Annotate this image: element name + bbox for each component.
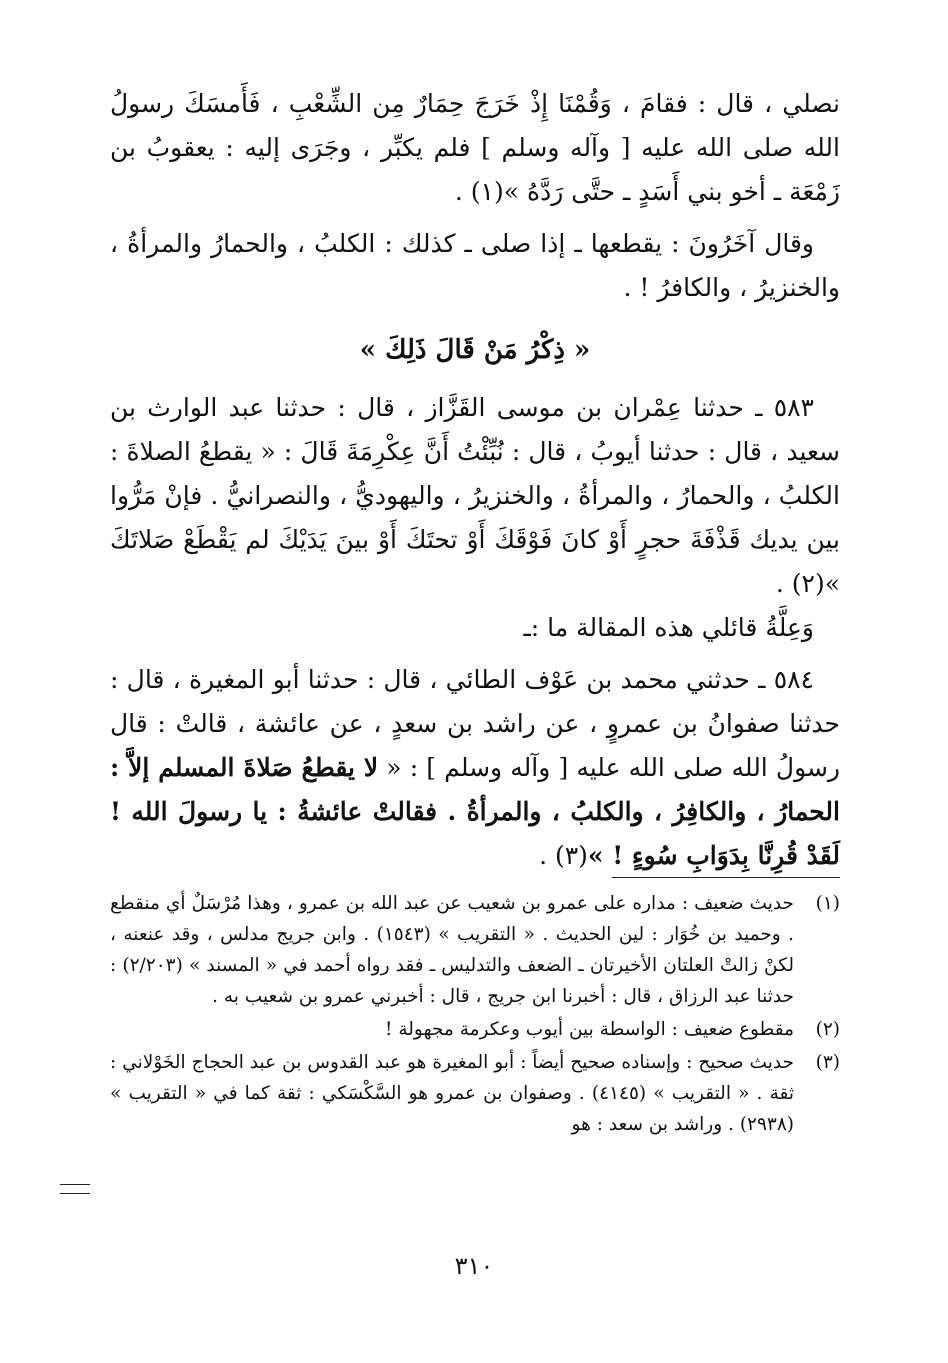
hadith-584-text: لا يقطعُ صَلاةَ المسلم إلاَّ : الحمارُ ، والكافِرُ ، والكلبُ ، والمرأةُ . فقالتْ عائشةُ : يا رسولَ الله ! لَقَدْ قُرِنَّا بِدَوَابِ سُوءٍ ! »: [110, 753, 840, 870]
footnote-text: حديث صحيح : وإسناده صحيح أيضاً : أبو المغيرة هو عبد القدوس بن عبد الحجاج الخَوْلاني : ثقة . « التقريب » (٤١٤٥) . وصفوان بن عمرو هو السَّكْسَكي : ثقة كما في « التقريب » (٢٩٣٨) . وراشد بن سعد : هو: [110, 1052, 794, 1135]
page-number: ٣١٠: [454, 1252, 494, 1280]
spacer: [110, 214, 840, 222]
spacer: [110, 650, 840, 658]
paragraph-4: وَعِلَّةُ قائلي هذه المقالة ما :ـ: [523, 613, 814, 642]
footnote-number: (٢): [815, 1019, 840, 1040]
hadith-584-chain: ٥٨٤ ـ حدثني محمد بن عَوْف الطائي ، قال : حدثنا أبو المغيرة ، قال : حدثنا صفوانُ بن عمروٍ ، عن راشد بن سعدٍ ، عن عائشة ، قالتْ : قال رسولُ الله صلى الله عليه [ وآله وسلم ] : «: [110, 665, 841, 782]
hadith-584-footnote-ref: (٣) .: [539, 841, 588, 870]
footnote-1: [110, 888, 840, 1012]
footnote-3: [110, 1047, 840, 1140]
section-heading: « ذِكْرُ مَنْ قَالَ ذَلِكَ »: [359, 335, 591, 365]
footnote-2: [110, 1014, 840, 1045]
footnote-separator: [612, 877, 840, 878]
continuation-mark: [60, 1184, 90, 1194]
paragraph-2: وقال آخَرُونَ : يقطعها ـ إذا صلى ـ كذلك : الكلبُ ، والحمارُ والمرأةُ ، والخنزيرُ ، والكافرُ ! .: [110, 229, 840, 302]
footnote-text: حديث ضعيف : مداره على عمرو بن شعيب عن عبد الله بن عمرو ، وهذا مُرْسَلٌ أي منقطع . وحميد بن خُوَار : لين الحديث . « التقريب » (١٥٤٣) . وابن جريج مدلس ، وقد عنعنه ، لكنْ زالتْ العلتان الأخيرتان ـ الضعف والتدليس ـ فقد رواه أحمد في « المسند » (٢/٢٠٣) : حدثنا عبد الرزاق ، قال : أخبرنا ابن جريج ، قال : أخبرني عمرو بن شعيب به .: [110, 893, 794, 1007]
footnote-number: (٣): [815, 1052, 840, 1073]
footnotes: [110, 888, 840, 1142]
footnote-number: (١): [815, 893, 840, 914]
footnote-text: مقطوع ضعيف : الواسطة بين أيوب وعكرمة مجهولة !: [385, 1019, 794, 1040]
hadith-584: [110, 658, 840, 878]
main-text: [110, 82, 840, 878]
paragraph-1: نصلي ، قال : فقامَ ، وَقُمْنَا إِذْ خَرَجَ حِمَارٌ مِن الشِّعْبِ ، فَأَمسَكَ رسولُ الله صلى الله عليه [ وآله وسلم ] فلم يكبِّر ، وجَرَى إليه : يعقوبُ بن زَمْعَة ـ أخو بني أَسَدٍ ـ حتَّى رَدَّهُ »(١) .: [110, 89, 840, 206]
hadith-583: ٥٨٣ ـ حدثنا عِمْران بن موسى القَزَّاز ، قال : حدثنا عبد الوارث بن سعيد ، قال : حدثنا أيوبُ ، قال : نُبِّئْتُ أَنَّ عِكْرِمَةَ قَالَ : « يقطعُ الصلاةَ : الكلبُ ، والحمارُ ، والمرأةُ ، والخنزيرُ ، واليهوديُّ ، والنصرانيُّ . فإنْ مَرُّوا بين يديك قَذْفَةَ حجرٍ أَوْ كانَ فَوْقَكَ أَوْ تحتَكَ أَوْ بينَ يَدَيْكَ لم يَقْطَعْ صَلاتَكَ »(٢) .: [110, 393, 841, 598]
